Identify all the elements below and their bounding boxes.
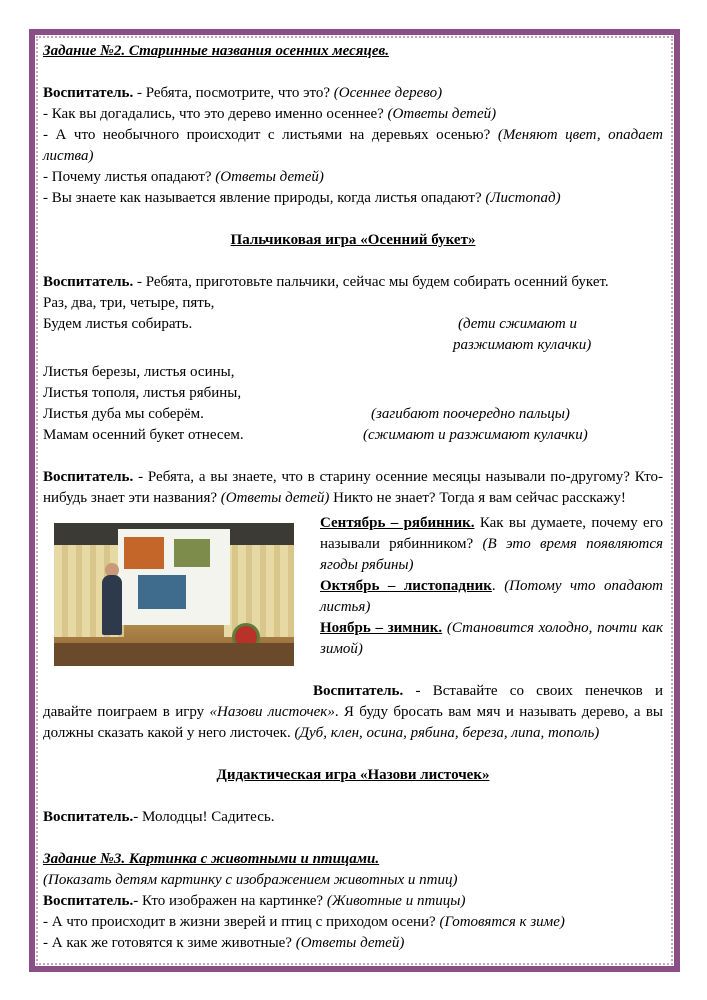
task2-line5: - Вы знаете как называется явление природы, когда листья опадают? (Листопад) — [43, 190, 561, 206]
document-body — [43, 41, 663, 954]
task3-title: Задание №3. Картинка с животными и птицами. — [43, 851, 380, 867]
didactic-title: Дидактическая игра «Назови листочек» — [216, 767, 490, 783]
speaker-label: Воспитатель. — [43, 274, 134, 290]
month-september: Сентябрь – рябинник. Как вы думаете, почему его называли рябинником? (В это время появляются ягоды рябины) — [320, 515, 664, 573]
task2-line3: - А что необычного происходит с листьями на деревьях осенью? (Меняют цвет, опадает листва) — [43, 127, 663, 164]
months-section — [43, 513, 663, 681]
verse-line: Листья березы, листья осины, — [43, 364, 235, 380]
verse-line: Листья дуба мы соберём. (загибают поочередно пальцы) — [43, 406, 570, 422]
months-intro: Воспитатель. - Ребята, а вы знаете, что в старину осенние месяцы называли по-другому? Кто-нибудь знает эти названия? (Ответы детей) Никто не знает? Тогда я вам сейчас расскажу! — [43, 469, 663, 506]
speaker-label: Воспитатель. — [43, 809, 134, 825]
task2-title: Задание №2. Старинные названия осенних месяцев. — [43, 43, 389, 59]
didactic-line: Воспитатель.- Молодцы! Садитесь. — [43, 809, 275, 825]
verse-line: Раз, два, три, четыре, пять, — [43, 295, 215, 311]
task3-line1: Воспитатель.- Кто изображен на картинке? (Животные и птицы) — [43, 893, 466, 909]
answer: (Меняют цвет, опадает листва) — [43, 127, 663, 164]
answer: (Готовятся к зиме) — [439, 914, 565, 930]
answer: (Становится холодно, почти как зимой) — [320, 620, 663, 657]
verse-line: Листья тополя, листья рябины, — [43, 385, 242, 401]
classroom-photo — [54, 523, 294, 666]
verse-line: разжимают кулачки) — [453, 337, 592, 353]
answer: (Животные и птицы) — [326, 893, 466, 909]
task2-line1: Воспитатель. - Ребята, посмотрите, что это? (Осеннее дерево) — [43, 85, 443, 101]
answer: (Ответы детей) — [215, 169, 324, 185]
answer: (Листопад) — [485, 190, 561, 206]
answer: (Ответы детей) — [295, 935, 405, 951]
answer: (Осеннее дерево) — [333, 85, 443, 101]
speaker-label: Воспитатель. — [43, 893, 134, 909]
answer: (Дуб, клен, осина, рябина, береза, липа, тополь) — [294, 725, 600, 741]
month-october: Октябрь – листопадник. (Потому что опадают листья) — [320, 578, 663, 615]
task3-line2: - А что происходит в жизни зверей и птиц с приходом осени? (Готовятся к зиме) — [43, 914, 565, 930]
answer: (В это время появляются ягоды рябины) — [320, 536, 664, 573]
verse-block — [43, 293, 663, 446]
task3-line3: - А как же готовятся к зиме животные? (Ответы детей) — [43, 935, 405, 951]
speaker-label: Воспитатель. — [43, 469, 134, 485]
answer: (Ответы детей) — [220, 490, 330, 506]
task2-line2: - Как вы догадались, что это дерево именно осеннее? (Ответы детей) — [43, 106, 497, 122]
finger-game-intro: Воспитатель. - Ребята, приготовьте пальчики, сейчас мы будем собирать осенний букет. — [43, 274, 609, 290]
finger-game-title: Пальчиковая игра «Осенний букет» — [230, 232, 476, 248]
verse-line: Будем листья собирать. (дети сжимают и — [43, 316, 577, 332]
answer: (Потому что опадают листья) — [320, 578, 663, 615]
verse-line: Мамам осенний букет отнесем. (сжимают и разжимают кулачки) — [43, 427, 588, 443]
task3-note: (Показать детям картинку с изображением животных и птиц) — [43, 872, 458, 888]
answer: (Ответы детей) — [387, 106, 497, 122]
months-list — [320, 513, 663, 681]
task2-line4: - Почему листья опадают? (Ответы детей) — [43, 169, 324, 185]
ball-game: Воспитатель. - Вставайте со своих пенечков и давайте поиграем в игру «Назови листочек». Я буду бросать вам мяч и называть дерево, а вы должны сказать какой у него листочек. (Дуб, клен, осина, рябина, береза, липа, тополь) — [43, 683, 663, 741]
speaker-label: Воспитатель. — [43, 85, 134, 101]
month-november: Ноябрь – зимник. (Становится холодно, почти как зимой) — [320, 620, 663, 657]
speaker-label: Воспитатель. — [313, 683, 404, 699]
